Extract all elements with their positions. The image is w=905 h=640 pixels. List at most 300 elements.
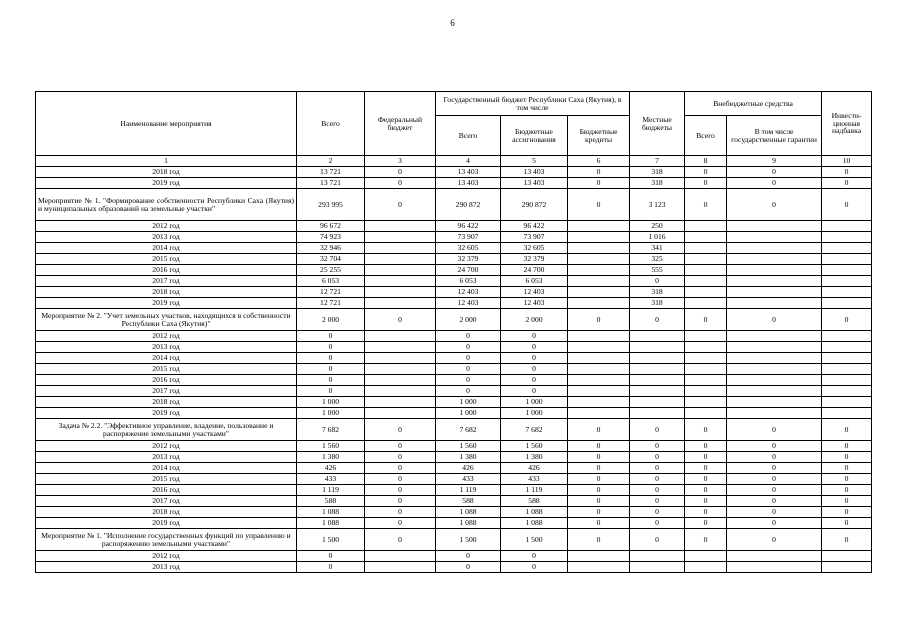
cell-total: 7 682 — [297, 419, 365, 441]
row-name: 2016 год — [36, 375, 297, 386]
cell-federal — [365, 254, 436, 265]
cell-state-credit — [568, 562, 630, 573]
cell-local: 0 — [630, 419, 685, 441]
cell-invest: 0 — [822, 496, 872, 507]
cell-state-alloc: 96 422 — [501, 221, 568, 232]
cell-total: 2 000 — [297, 309, 365, 331]
cell-extra-guarantees: 0 — [727, 485, 822, 496]
row-name: 2012 год — [36, 441, 297, 452]
row-name: 2016 год — [36, 265, 297, 276]
cell-state-credit — [568, 364, 630, 375]
cell-extra-guarantees: 0 — [727, 507, 822, 518]
cell-state-credit — [568, 298, 630, 309]
cell-extra-total — [685, 265, 727, 276]
table-row-year — [36, 342, 872, 353]
cell-total: 1 119 — [297, 485, 365, 496]
cell-federal — [365, 298, 436, 309]
cell-state-alloc: 1 380 — [501, 452, 568, 463]
row-name: 2012 год — [36, 551, 297, 562]
cell-state-total: 73 907 — [436, 232, 501, 243]
cell-state-alloc: 73 907 — [501, 232, 568, 243]
cell-extra-guarantees — [727, 408, 822, 419]
cell-state-total: 0 — [436, 551, 501, 562]
cell-local — [630, 408, 685, 419]
cell-total: 426 — [297, 463, 365, 474]
cell-invest — [822, 287, 872, 298]
cell-extra-guarantees — [727, 232, 822, 243]
cell-state-total: 2 000 — [436, 309, 501, 331]
cell-extra-guarantees: 0 — [727, 474, 822, 485]
cell-state-alloc: 12 403 — [501, 298, 568, 309]
cell-state-total: 32 605 — [436, 243, 501, 254]
cell-extra-total — [685, 342, 727, 353]
cell-extra-guarantees: 0 — [727, 529, 822, 551]
cell-state-credit — [568, 353, 630, 364]
cell-total: 32 946 — [297, 243, 365, 254]
cell-state-alloc: 12 403 — [501, 287, 568, 298]
cell-state-alloc: 588 — [501, 496, 568, 507]
cell-state-total: 426 — [436, 463, 501, 474]
cell-state-total: 0 — [436, 386, 501, 397]
column-number: 9 — [727, 156, 822, 167]
cell-federal: 0 — [365, 474, 436, 485]
cell-state-alloc: 1 560 — [501, 441, 568, 452]
cell-state-total: 1 000 — [436, 408, 501, 419]
cell-extra-guarantees — [727, 254, 822, 265]
cell-state-credit: 0 — [568, 441, 630, 452]
column-number: 7 — [630, 156, 685, 167]
cell-invest: 0 — [822, 485, 872, 496]
cell-local: 0 — [630, 485, 685, 496]
cell-federal: 0 — [365, 441, 436, 452]
cell-invest — [822, 551, 872, 562]
cell-federal: 0 — [365, 463, 436, 474]
cell-extra-total: 0 — [685, 178, 727, 189]
cell-state-total: 1 500 — [436, 529, 501, 551]
cell-invest: 0 — [822, 189, 872, 221]
row-name: 2019 год — [36, 408, 297, 419]
table-row-year — [36, 375, 872, 386]
cell-local: 318 — [630, 287, 685, 298]
cell-local: 0 — [630, 474, 685, 485]
cell-invest — [822, 408, 872, 419]
cell-state-credit: 0 — [568, 485, 630, 496]
header-state-budget: Государственный бюджет Республики Саха (Якутия), в том числе — [436, 92, 630, 116]
cell-extra-guarantees — [727, 375, 822, 386]
cell-extra-total: 0 — [685, 167, 727, 178]
cell-invest: 0 — [822, 452, 872, 463]
cell-extra-total — [685, 298, 727, 309]
cell-state-credit — [568, 287, 630, 298]
cell-invest — [822, 386, 872, 397]
cell-state-alloc: 0 — [501, 375, 568, 386]
cell-state-alloc: 32 379 — [501, 254, 568, 265]
cell-extra-total: 0 — [685, 419, 727, 441]
cell-state-credit — [568, 276, 630, 287]
cell-state-total: 6 053 — [436, 276, 501, 287]
cell-invest — [822, 298, 872, 309]
cell-federal — [365, 331, 436, 342]
cell-invest — [822, 375, 872, 386]
table-row-year — [36, 178, 872, 189]
cell-invest: 0 — [822, 507, 872, 518]
cell-extra-guarantees: 0 — [727, 309, 822, 331]
cell-extra-guarantees — [727, 331, 822, 342]
cell-federal: 0 — [365, 518, 436, 529]
cell-extra-total — [685, 331, 727, 342]
cell-federal — [365, 232, 436, 243]
cell-extra-total: 0 — [685, 485, 727, 496]
header-name: Наименование мероприятия — [36, 92, 297, 156]
cell-federal — [365, 276, 436, 287]
cell-state-total: 1 088 — [436, 518, 501, 529]
row-name: 2017 год — [36, 276, 297, 287]
cell-extra-guarantees — [727, 221, 822, 232]
cell-extra-total: 0 — [685, 529, 727, 551]
cell-state-alloc: 0 — [501, 342, 568, 353]
cell-state-alloc: 1 088 — [501, 518, 568, 529]
cell-state-credit — [568, 342, 630, 353]
cell-state-credit: 0 — [568, 419, 630, 441]
cell-local: 555 — [630, 265, 685, 276]
cell-federal — [365, 342, 436, 353]
cell-state-total: 0 — [436, 342, 501, 353]
cell-state-alloc: 13 403 — [501, 167, 568, 178]
cell-state-credit: 0 — [568, 309, 630, 331]
cell-federal: 0 — [365, 452, 436, 463]
cell-state-alloc: 0 — [501, 386, 568, 397]
cell-local: 318 — [630, 178, 685, 189]
row-name: 2017 год — [36, 496, 297, 507]
row-name: Мероприятие № 1. "Исполнение государственных функций по управлению и распоряжению земельными участками" — [36, 529, 297, 551]
cell-invest — [822, 254, 872, 265]
cell-invest — [822, 562, 872, 573]
cell-federal — [365, 243, 436, 254]
cell-total: 13 721 — [297, 178, 365, 189]
table-row-activity — [36, 529, 872, 551]
cell-invest: 0 — [822, 441, 872, 452]
cell-total: 0 — [297, 331, 365, 342]
cell-invest — [822, 364, 872, 375]
cell-total: 13 721 — [297, 167, 365, 178]
cell-state-alloc: 24 700 — [501, 265, 568, 276]
cell-total: 12 721 — [297, 298, 365, 309]
cell-total: 32 704 — [297, 254, 365, 265]
column-number: 5 — [501, 156, 568, 167]
row-name: 2013 год — [36, 562, 297, 573]
cell-extra-total — [685, 254, 727, 265]
cell-extra-guarantees: 0 — [727, 441, 822, 452]
row-name: 2018 год — [36, 167, 297, 178]
cell-extra-guarantees: 0 — [727, 178, 822, 189]
cell-federal — [365, 221, 436, 232]
cell-total: 1 000 — [297, 408, 365, 419]
cell-federal — [365, 265, 436, 276]
cell-total: 0 — [297, 375, 365, 386]
cell-extra-guarantees — [727, 386, 822, 397]
header-state-total: Всего — [436, 116, 501, 156]
cell-federal: 0 — [365, 507, 436, 518]
cell-invest — [822, 331, 872, 342]
cell-local: 318 — [630, 167, 685, 178]
table-header — [36, 92, 872, 167]
cell-extra-total — [685, 386, 727, 397]
cell-state-credit — [568, 331, 630, 342]
cell-state-alloc: 0 — [501, 353, 568, 364]
cell-local — [630, 364, 685, 375]
cell-local: 3 123 — [630, 189, 685, 221]
column-number: 6 — [568, 156, 630, 167]
cell-federal: 0 — [365, 178, 436, 189]
cell-state-alloc: 433 — [501, 474, 568, 485]
cell-total: 96 672 — [297, 221, 365, 232]
table-row-year — [36, 485, 872, 496]
cell-state-alloc: 6 053 — [501, 276, 568, 287]
cell-invest — [822, 265, 872, 276]
cell-extra-total — [685, 375, 727, 386]
table-row-year — [36, 353, 872, 364]
cell-state-credit: 0 — [568, 178, 630, 189]
cell-total: 293 995 — [297, 189, 365, 221]
cell-total: 1 088 — [297, 518, 365, 529]
cell-state-total: 1 560 — [436, 441, 501, 452]
cell-invest — [822, 276, 872, 287]
cell-invest: 0 — [822, 178, 872, 189]
cell-local: 1 016 — [630, 232, 685, 243]
cell-state-total: 12 403 — [436, 298, 501, 309]
cell-state-total: 0 — [436, 375, 501, 386]
header-federal: Федеральный бюджет — [365, 92, 436, 156]
cell-local — [630, 375, 685, 386]
cell-invest — [822, 232, 872, 243]
row-name: 2013 год — [36, 452, 297, 463]
cell-extra-guarantees — [727, 364, 822, 375]
row-name: 2015 год — [36, 254, 297, 265]
cell-state-total: 24 700 — [436, 265, 501, 276]
header-invest: Инвести-ционная надбавка — [822, 92, 872, 156]
cell-state-alloc: 1 088 — [501, 507, 568, 518]
table-row-year — [36, 254, 872, 265]
cell-invest: 0 — [822, 463, 872, 474]
cell-extra-guarantees — [727, 243, 822, 254]
cell-extra-guarantees — [727, 562, 822, 573]
cell-state-alloc: 1 500 — [501, 529, 568, 551]
cell-state-total: 0 — [436, 562, 501, 573]
cell-total: 0 — [297, 364, 365, 375]
cell-local — [630, 353, 685, 364]
cell-state-alloc: 1 000 — [501, 397, 568, 408]
cell-federal: 0 — [365, 496, 436, 507]
cell-local: 0 — [630, 309, 685, 331]
cell-local: 318 — [630, 298, 685, 309]
cell-invest: 0 — [822, 167, 872, 178]
row-name: 2018 год — [36, 507, 297, 518]
cell-state-credit: 0 — [568, 452, 630, 463]
table-row-activity — [36, 189, 872, 221]
cell-extra-total — [685, 364, 727, 375]
header-extra-budget: Внебюджетные средства — [685, 92, 822, 116]
table-row-activity — [36, 309, 872, 331]
cell-state-total: 12 403 — [436, 287, 501, 298]
cell-federal — [365, 364, 436, 375]
column-number-row — [36, 156, 872, 167]
cell-local — [630, 551, 685, 562]
cell-extra-guarantees — [727, 353, 822, 364]
cell-state-credit — [568, 254, 630, 265]
table-row-year — [36, 243, 872, 254]
cell-local: 0 — [630, 276, 685, 287]
cell-federal: 0 — [365, 167, 436, 178]
cell-state-alloc: 426 — [501, 463, 568, 474]
cell-extra-total — [685, 221, 727, 232]
cell-extra-total: 0 — [685, 452, 727, 463]
row-name: 2014 год — [36, 243, 297, 254]
cell-state-total: 1 088 — [436, 507, 501, 518]
cell-state-credit — [568, 551, 630, 562]
cell-local — [630, 342, 685, 353]
cell-local: 0 — [630, 529, 685, 551]
column-number: 2 — [297, 156, 365, 167]
cell-invest — [822, 243, 872, 254]
cell-local — [630, 386, 685, 397]
cell-state-total: 0 — [436, 331, 501, 342]
row-name: Мероприятие № 1. "Формирование собственности Республики Саха (Якутия) и муниципальных образований на земельные участки" — [36, 189, 297, 221]
cell-state-total: 588 — [436, 496, 501, 507]
row-name: 2019 год — [36, 178, 297, 189]
column-number: 8 — [685, 156, 727, 167]
cell-total: 74 923 — [297, 232, 365, 243]
row-name: 2018 год — [36, 397, 297, 408]
cell-total: 6 053 — [297, 276, 365, 287]
cell-state-credit — [568, 375, 630, 386]
column-number: 10 — [822, 156, 872, 167]
header-total: Всего — [297, 92, 365, 156]
cell-local: 250 — [630, 221, 685, 232]
cell-state-alloc: 7 682 — [501, 419, 568, 441]
table-row-year — [36, 562, 872, 573]
cell-extra-total — [685, 397, 727, 408]
cell-state-total: 96 422 — [436, 221, 501, 232]
cell-federal: 0 — [365, 189, 436, 221]
cell-state-total: 7 682 — [436, 419, 501, 441]
cell-local: 0 — [630, 496, 685, 507]
cell-extra-total: 0 — [685, 441, 727, 452]
cell-extra-total — [685, 551, 727, 562]
cell-invest: 0 — [822, 309, 872, 331]
cell-extra-guarantees — [727, 551, 822, 562]
cell-total: 1 500 — [297, 529, 365, 551]
cell-state-alloc: 0 — [501, 364, 568, 375]
cell-state-credit — [568, 232, 630, 243]
table-row-activity — [36, 419, 872, 441]
table-row-year — [36, 298, 872, 309]
cell-local: 0 — [630, 518, 685, 529]
cell-invest — [822, 221, 872, 232]
row-name: Задача № 2.2. "Эффективное управление, владение, пользование и распоряжение земельными участками" — [36, 419, 297, 441]
cell-extra-total — [685, 353, 727, 364]
cell-extra-guarantees — [727, 298, 822, 309]
cell-total: 433 — [297, 474, 365, 485]
cell-state-credit: 0 — [568, 189, 630, 221]
cell-state-total: 0 — [436, 364, 501, 375]
cell-state-alloc: 0 — [501, 562, 568, 573]
cell-local: 0 — [630, 452, 685, 463]
cell-state-alloc: 2 000 — [501, 309, 568, 331]
row-name: 2014 год — [36, 463, 297, 474]
cell-local: 0 — [630, 463, 685, 474]
cell-state-alloc: 32 605 — [501, 243, 568, 254]
cell-federal: 0 — [365, 529, 436, 551]
table-row-year — [36, 331, 872, 342]
cell-invest — [822, 353, 872, 364]
budget-table — [35, 91, 872, 573]
cell-local — [630, 562, 685, 573]
table-row-year — [36, 452, 872, 463]
column-number: 4 — [436, 156, 501, 167]
cell-extra-total: 0 — [685, 189, 727, 221]
column-number: 3 — [365, 156, 436, 167]
cell-total: 1 560 — [297, 441, 365, 452]
table-row-year — [36, 386, 872, 397]
row-name: 2013 год — [36, 232, 297, 243]
cell-extra-guarantees — [727, 397, 822, 408]
row-name: 2019 год — [36, 298, 297, 309]
cell-invest — [822, 397, 872, 408]
cell-state-alloc: 1 000 — [501, 408, 568, 419]
cell-state-total: 13 403 — [436, 167, 501, 178]
cell-federal — [365, 375, 436, 386]
cell-state-total: 13 403 — [436, 178, 501, 189]
cell-extra-guarantees — [727, 276, 822, 287]
cell-extra-total: 0 — [685, 474, 727, 485]
cell-extra-total — [685, 562, 727, 573]
row-name: 2014 год — [36, 353, 297, 364]
cell-extra-total: 0 — [685, 496, 727, 507]
cell-state-credit — [568, 221, 630, 232]
cell-invest: 0 — [822, 474, 872, 485]
cell-total: 1 380 — [297, 452, 365, 463]
table-row-year — [36, 463, 872, 474]
cell-extra-guarantees: 0 — [727, 452, 822, 463]
cell-extra-guarantees: 0 — [727, 167, 822, 178]
cell-total: 1 088 — [297, 507, 365, 518]
table-row-year — [36, 167, 872, 178]
cell-extra-guarantees — [727, 287, 822, 298]
cell-state-credit — [568, 397, 630, 408]
cell-invest: 0 — [822, 529, 872, 551]
cell-invest — [822, 342, 872, 353]
table-row-year — [36, 232, 872, 243]
header-state-alloc: Бюджетные ассигнования — [501, 116, 568, 156]
cell-state-total: 1 119 — [436, 485, 501, 496]
cell-federal — [365, 386, 436, 397]
row-name: 2015 год — [36, 364, 297, 375]
cell-state-credit: 0 — [568, 529, 630, 551]
cell-extra-guarantees — [727, 265, 822, 276]
cell-local: 0 — [630, 441, 685, 452]
cell-federal — [365, 551, 436, 562]
row-name: 2013 год — [36, 342, 297, 353]
cell-total: 0 — [297, 342, 365, 353]
cell-state-credit — [568, 265, 630, 276]
cell-federal: 0 — [365, 309, 436, 331]
cell-federal — [365, 397, 436, 408]
cell-total: 12 721 — [297, 287, 365, 298]
table-row-year — [36, 397, 872, 408]
table-row-year — [36, 364, 872, 375]
cell-invest: 0 — [822, 419, 872, 441]
cell-state-credit — [568, 408, 630, 419]
